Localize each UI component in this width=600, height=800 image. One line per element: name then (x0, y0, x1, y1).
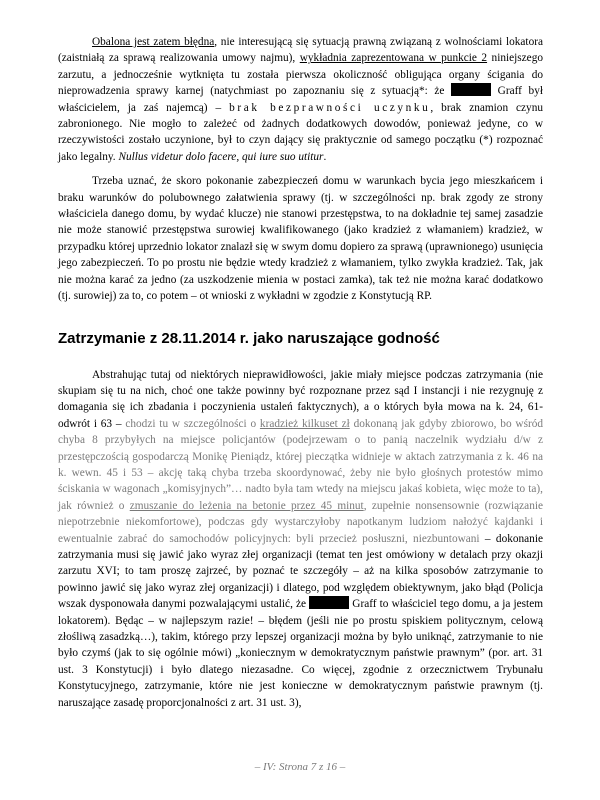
section-heading: Zatrzymanie z 28.11.2014 r. jako naruszające godność (58, 329, 440, 347)
paragraph-3: Abstrahując tutaj od niektórych nieprawidłowości, jakie miały miejsce podczas zatrzymania (nie skupiam się tu na nich, choć one także powinny być rozpoznane przez sąd I instancji i nie rezygnuję z domagania się ich zbadania i poczynienia ustaleń faktycznych), a o których była mowa na k. 24, 61-odwrót i 63 – chodzi tu w szczególności o kradzież kilkuset zł dokonaną jak gdyby zbiorowo, bo wśród chyba 8 przybyłych na miejsce policjantów (podejrzewam o to panią naczelnik wydziału d/w z przestępczością gospodarczą Monikę Pieniądz, której pieczątka widnieje w aktach zatrzymania z k. 46 na k. wewn. 45 i 53 – akcję taką chyba trzeba skoordynować, żeby nie było głośnych protestów mimo ściskania w wagonach „komisyjnych”… nadto była tam wtedy na miejscu jakaś kobieta, więc może to ta), jak również o zmuszanie do leżenia na betonie przez 45 minut, zupełnie nonsensownie (rozwiązanie niepotrzebnie niekomfortowe), podczas gdy wystarczyłoby napotkanym ludziom nałożyć kajdanki i ewentualnie zabrać do samochodów policyjnych: byli przecież posłuszni, niezbuntowani – dokonanie zatrzymania musi się jawić jako wyraz złej organizacji (temat ten jest omówiony w detalach przy okazji zarzutu XVI; to tam proszę zajrzeć, by poznać te szczegóły – aż na kilka sposobów zatrzymanie to powinno jawić się jako wyraz złej organizacji) i dlatego, pod względem obiektywnym, jako błąd (Policja wszak dysponowała danymi pozwalającymi ustalić, że Graff to właściciel tego domu, a ja jestem lokatorem). Będąc – w najlepszym razie! – błędem (jeśli nie po prostu spiskiem politycznym, celową złośliwą zasadzką…), takim, którego przy lepszej organizacji można by było uniknąć, zatrzymanie to nie było czymś (jak to się ogólnie mówi) „koniecznym w demokratycznym państwie prawnym” (por. art. 31 ust. 3 Konstytucji) i było dlatego niezasadne. Co więcej, zgodnie z orzecznictwem Trybunału Konstytucyjnego, zatrzymanie, które nie jest konieczne w demokratycznym państwie prawnym (tj. naruszające zasadę proporcjonalności z art. 31 ust. 3), (58, 368, 544, 709)
underlined-phrase: Obalona jest zatem błędna (92, 36, 215, 48)
paragraph-2: Trzeba uznać, że skoro pokonanie zabezpieczeń domu w warunkach bycia jego mieszkańcem i braku warunków do polubownego załatwienia sprawy (tj. w szczególności np. brak zgody ze strony właściciela danego domu, by wydać klucze) nie stanowi przestępstwa, to na dokładnie tej samej zasadzie nie może stanowić przestępstwa surowiej kwalifikowanego (jako kradzież z włamaniem) kradzież, w przypadku której uprzednio lokator znalazł się w swym domu dopiero za sprawą (uprawnionego) usunięcia jego zabezpieczeń. To po prostu nie będzie wtedy kradzież z włamaniem, tylko zwykła kradzież. Tak, jak nie można karać za jedno (za uszkodzenie mienia w postaci zamka), tak też nie można karać dodatkowo (tj. surowiej) za to, co potem – ot wnioski z wykładni w zgodzie z Konstytucją RP. (58, 175, 543, 303)
document-body (58, 34, 543, 711)
underlined-phrase: kradzież kilkuset zł (259, 417, 350, 430)
latin-maxim: Nullus videtur dolo facere, qui iure suo utitur (118, 150, 324, 163)
spaced-phrase: brak bezprawności uczynku (229, 101, 431, 114)
redacted-name (451, 83, 491, 96)
underlined-phrase: zmuszanie do leżenia na betonie przez 45 minut (129, 499, 364, 512)
paragraph-1: Obalona jest zatem błędna, nie interesującą się sytuacją prawną związaną z wolnościami lokatora (zaistniałą za sprawą realizowania umowy najmu), wykładnia zaprezentowana w punkcie 2 niniejszego zarzutu, a jednocześnie wytknięta tu została pierwsza okoliczność obligująca organy ścigania do nieprowadzenia sprawy karnej (natychmiast po zapoznaniu się z sytuacją*: że Graff był właścicielem, ja zaś najemcą) – brak bezprawności uczynku, brak znamion czynu zabronionego. Nie mogło to zależeć od żadnych dodatkowych dowodów, ponieważ jedyne, co w rzeczywistości zostało uczynione, był to czyn dający się praktycznie od samego początku (*) rozpoznać jako legalny. Nullus videtur dolo facere, qui iure suo utitur. (58, 36, 543, 163)
redacted-name (309, 596, 349, 609)
grey-aside: chodzi tu w szczególności o kradzież kilkuset zł dokonaną jak gdyby zbiorowo, bo wśród chyba 8 przybyłych na miejsce policjantów (podejrzewam o to panią naczelnik wydziału d/w z przestępczością gospodarczą Monikę Pieniądz, której pieczątka widnieje w aktach zatrzymania z k. 46 na k. wewn. 45 i 53 – akcję taką chyba trzeba skoordynować, żeby nie było głośnych protestów mimo ściskania w wagonach „komisyjnych”… nadto była tam wtedy na miejscu jakaś kobieta, więc może to ta), jak również o zmuszanie do leżenia na betonie przez 45 minut, zupełnie nonsensownie (rozwiązanie niepotrzebnie niekomfortowe), podczas gdy wystarczyłoby napotkanym ludziom nałożyć kajdanki i ewentualnie zabrać do samochodów policyjnych: byli przecież posłuszni, niezbuntowani (58, 417, 544, 545)
underlined-phrase: wykładnia zaprezentowana w punkcie 2 (299, 52, 488, 65)
page-footer: – IV: Strona 7 z 16 – (254, 761, 346, 773)
